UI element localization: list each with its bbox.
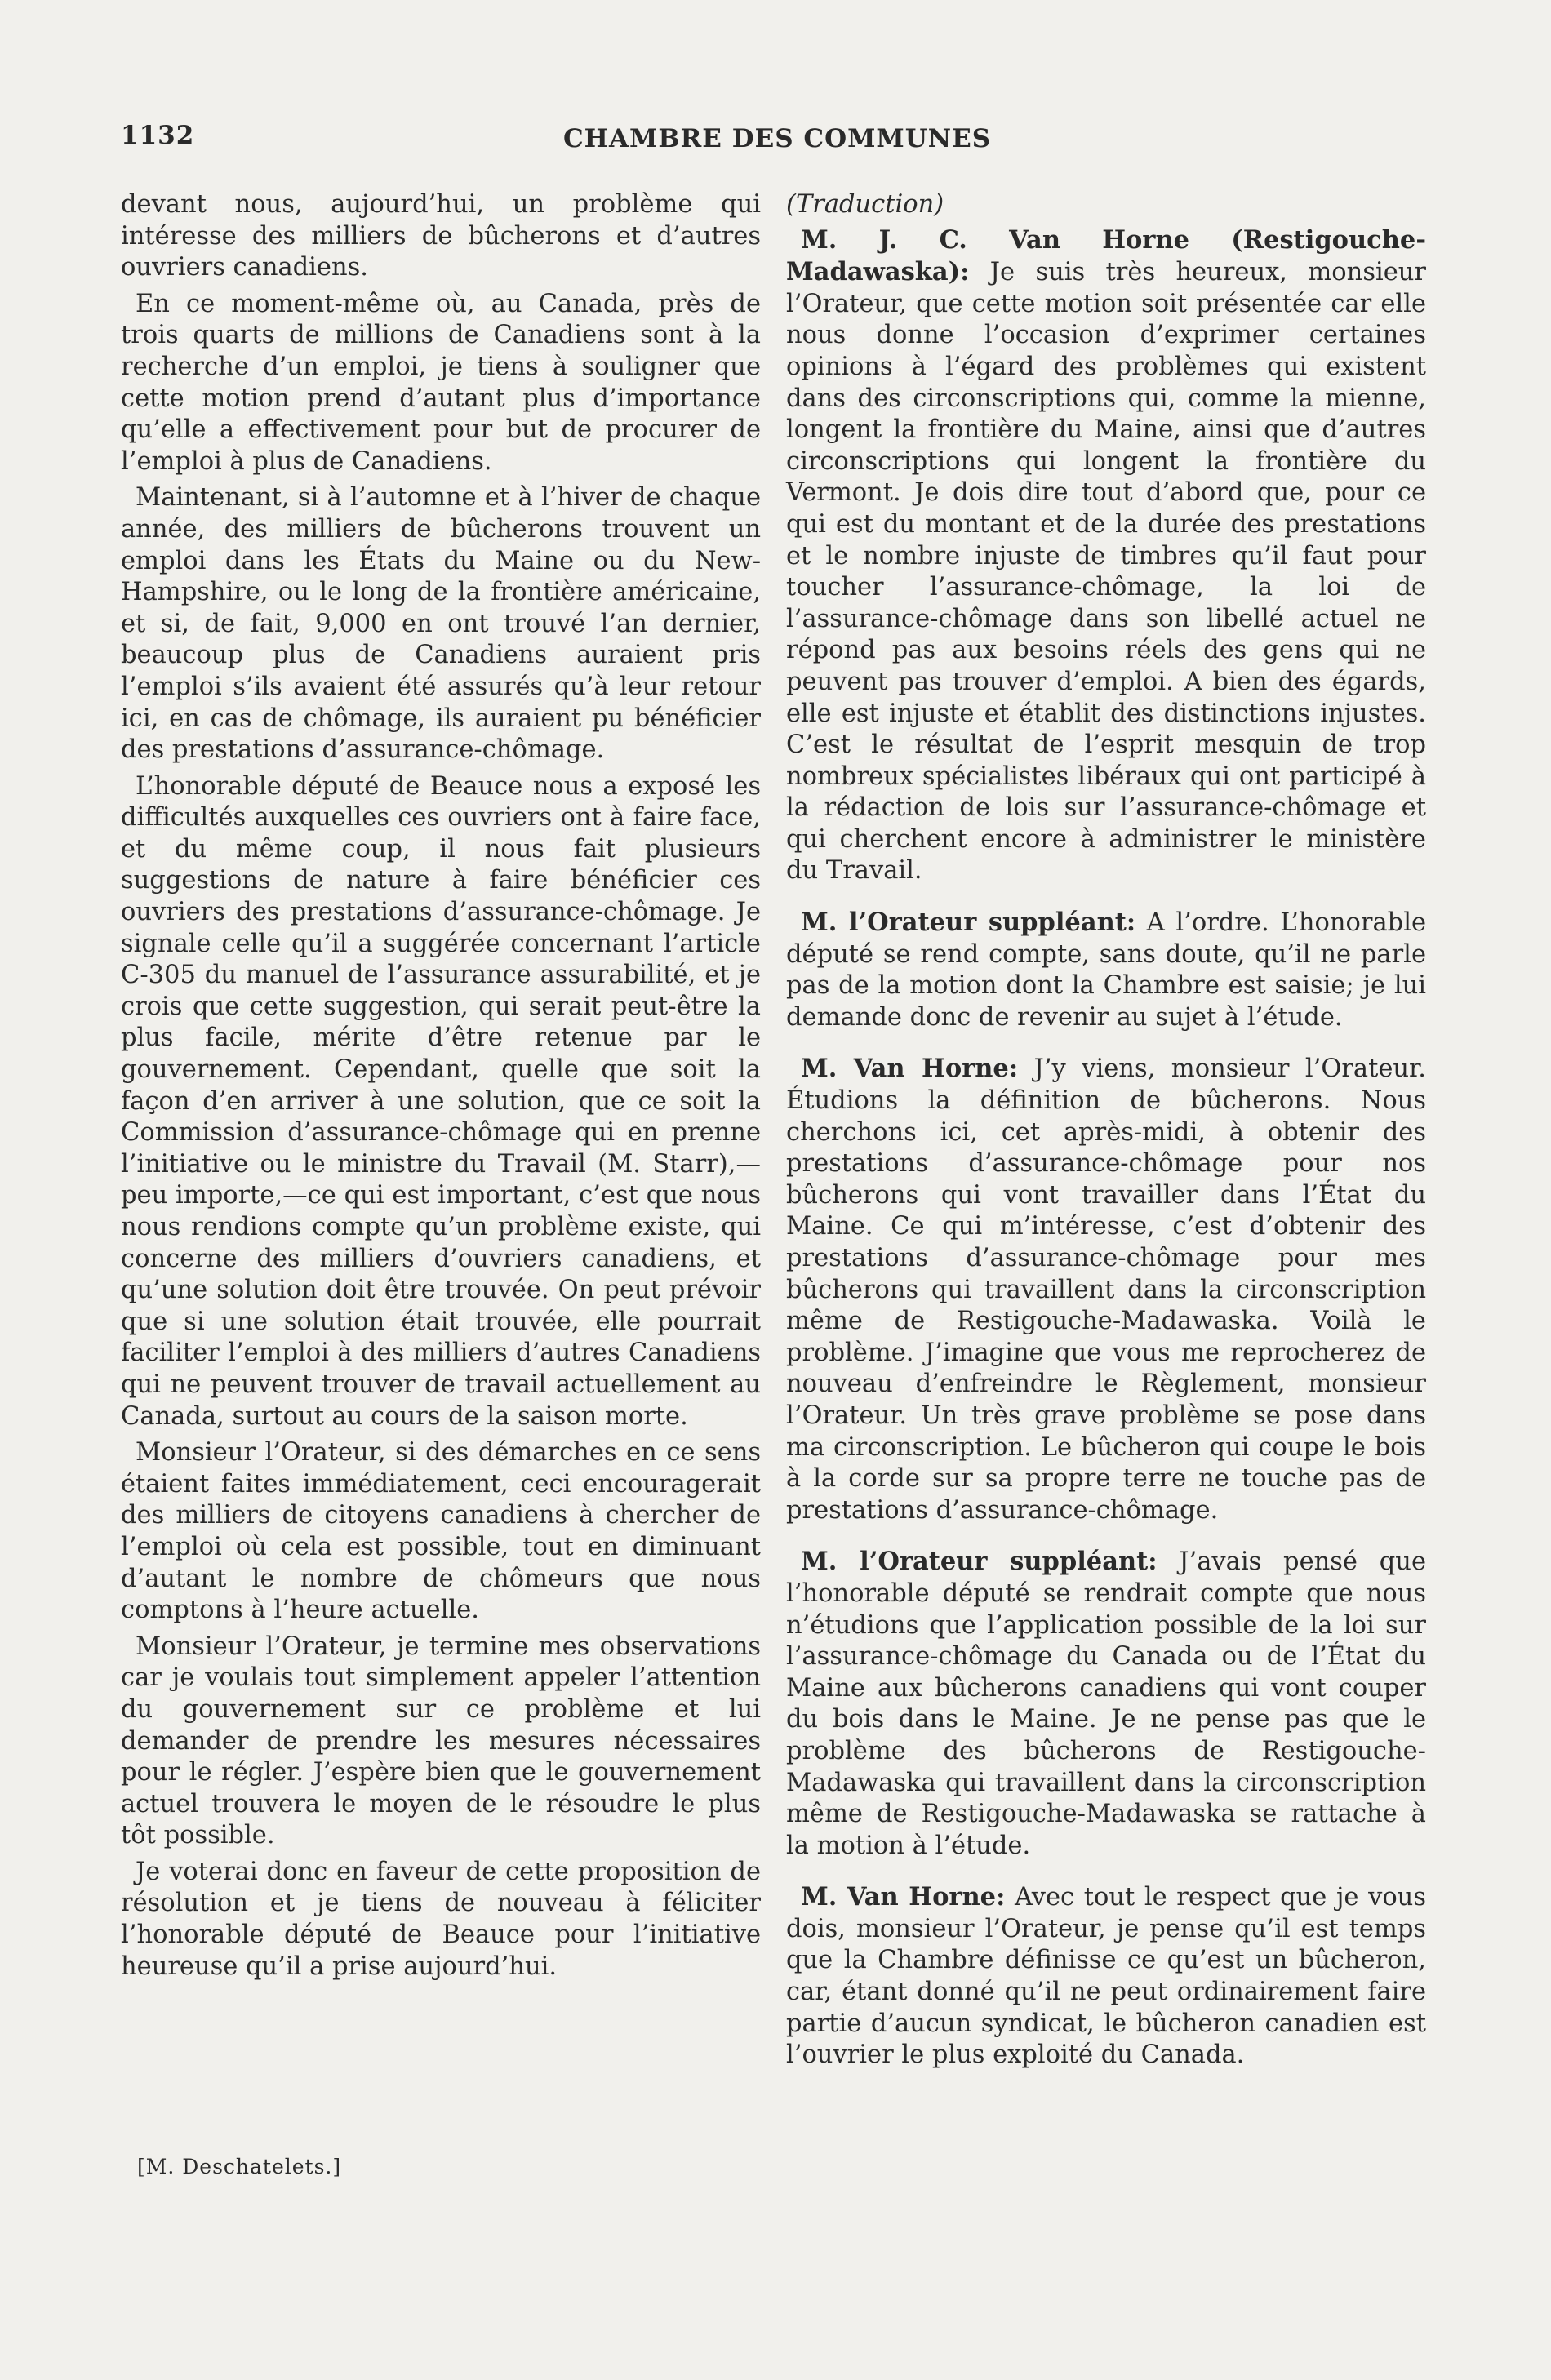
left-column — [121, 189, 761, 1987]
speech-text: Avec tout le respect que je vous dois, monsieur l’Orateur, je pense qu’il est temps que la Chambre définisse ce qu’est un bûcheron, car, étant donné qu’il ne peut ordinairement faire partie d’aucun syndicat, le bûcheron canadien est l’ouvrier le plus exploité du Canada. — [786, 1883, 1426, 2070]
translation-label: (Traduction) — [786, 190, 944, 219]
left-paragraph-5: Monsieur l’Orateur, si des démarches en ce sens étaient faites immédiatement, ceci encouragerait des milliers de citoyens canadiens à chercher de l’emploi où cela est possible, tout en diminuant d’autant le nombre de chômeurs que nous comptons à l’heure actuelle. — [121, 1438, 761, 1625]
speaker-name: M. Van Horne: — [801, 1054, 1019, 1084]
left-paragraph-3: Maintenant, si à l’automne et à l’hiver de chaque année, des milliers de bûcherons trouvent un emploi dans les États du Maine ou du New-Hampshire, ou le long de la frontière américaine, et si, de fait, 9,000 en ont trouvé l’an dernier, beaucoup plus de Canadiens auraient pris l’emploi s’ils avaient été assurés qu’à leur retour ici, en cas de chômage, ils auraient pu bénéficier des prestations d’assurance-chômage. — [121, 483, 761, 765]
speech-text: A l’ordre. L’honorable député se rend compte, sans doute, qu’il ne parle pas de la motion dont la Chambre est saisie; je lui demande donc de revenir au sujet à l’étude. — [786, 908, 1427, 1032]
running-head: CHAMBRE DES COMMUNES — [563, 124, 992, 153]
left-paragraph-1: devant nous, aujourd’hui, un problème qui intéresse des milliers de bûcherons et d’autres ouvriers canadiens. — [121, 190, 761, 282]
left-paragraph-7: Je voterai donc en faveur de cette proposition de résolution et je tiens de nouveau à féliciter l’honorable député de Beauce pour l’initiative heureuse qu’il a prise aujourd’hui. — [121, 1857, 761, 1981]
page-number: 1132 — [121, 121, 195, 150]
speaker-name: M. l’Orateur suppléant: — [801, 1547, 1158, 1577]
speech-van-horne-1 — [786, 224, 1426, 887]
speech-text: Je suis très heureux, monsieur l’Orateur, que cette motion soit présentée car elle nous donne l’occasion d’exprimer certaines opinions à l’égard des problèmes qui existent dans des circonscriptions qui, comme la mienne, longent la frontière du Maine, ainsi que d’autres circonscriptions qui longent la frontière du Vermont. Je dois dire tout d’abord que, pour ce qui est du montant et de la durée des prestations et le nombre injuste de timbres qu’il faut pour toucher l’assurance-chômage, la loi de l’assurance-chômage dans son libellé actuel ne répond pas aux besoins réels des gens qui ne peuvent pas trouver d’emploi. A bien des égards, elle est injuste et établit des distinctions injustes. C’est le résultat de l’esprit mesquin de trop nombreux spécialistes libéraux qui ont participé à la rédaction de lois sur l’assurance-chômage et qui cherchent encore à administrer le ministère du Travail. — [786, 258, 1426, 886]
left-paragraph-4: L’honorable député de Beauce nous a exposé les difficultés auxquelles ces ouvriers ont à faire face, et du même coup, il nous fait plusieurs suggestions de nature à faire bénéficier ces ouvriers des prestations d’assurance-chômage. Je signale celle qu’il a suggérée concernant l’article C-305 du manuel de l’assurance assurabilité, et je crois que cette suggestion, qui serait peut-être la plus facile, mérite d’être retenue par le gouvernement. Cependant, quelle que soit la façon d’en arriver à une solution, que ce soit la Commission d’assurance-chômage qui en prenne l’initiative ou le ministre du Travail (M. Starr),—peu importe,—ce qui est important, c’est que nous nous rendions compte qu’un problème existe, qui concerne des milliers d’ouvriers canadiens, et qu’une solution doit être trouvée. On peut prévoir que si une solution était trouvée, elle pourrait faciliter l’emploi à des milliers d’autres Canadiens qui ne peuvent trouver de travail actuellement au Canada, surtout au cours de la saison morte. — [121, 771, 761, 1431]
speaker-name: M. J. C. Van Horne (Restigouche-Madawaska): — [786, 224, 1426, 287]
left-paragraph-2: En ce moment-même où, au Canada, près de trois quarts de millions de Canadiens sont à la recherche d’un emploi, je tiens à souligner que cette motion prend d’autant plus d’importance qu’elle a effectivement pour but de procurer de l’emploi à plus de Canadiens. — [121, 289, 761, 476]
speech-deputy-speaker-1 — [786, 907, 1426, 1033]
speech-van-horne-3 — [786, 1881, 1426, 2071]
left-paragraph-6: Monsieur l’Orateur, je termine mes observations car je voulais tout simplement appeler l’attention du gouvernement sur ce problème et lui demander de prendre les mesures nécessaires pour le régler. J’espère bien que le gouvernement actuel trouvera le moyen de le résoudre le plus tôt possible. — [121, 1632, 761, 1850]
speaker-name: M. Van Horne: — [801, 1882, 1006, 1912]
speech-text: J’avais pensé que l’honorable député se rendrait compte que nous n’étudions que l’application possible de la loi sur l’assurance-chômage du Canada ou de l’État du Maine aux bûcherons canadiens qui vont couper du bois dans le Maine. Je ne pense pas que le problème des bûcherons de Restigouche-Madawaska qui travaillent dans la circonscription même de Restigouche-Madawaska se rattache à la motion à l’étude. — [786, 1547, 1426, 1860]
speaker-attribution: [M. Deschatelets.] — [137, 2155, 342, 2178]
right-column — [786, 189, 1426, 2076]
speech-text: J’y viens, monsieur l’Orateur. Étudions la définition de bûcherons. Nous cherchons ici, cet après-midi, à obtenir des prestations d’assurance-chômage pour nos bûcherons qui vont travailler dans l’État du Maine. Ce qui m’intéresse, c’est d’obtenir des prestations d’assurance-chômage pour mes bûcherons qui travaillent dans la circonscription même de Restigouche-Madawaska. Voilà le problème. J’imagine que vous me reprocherez de nouveau d’enfreindre le Règlement, monsieur l’Orateur. Un très grave problème se pose dans ma circonscription. Le bûcheron qui coupe le bois à la corde sur sa propre terre ne touche pas de prestations d’assurance-chômage. — [786, 1055, 1426, 1525]
speaker-name: M. l’Orateur suppléant: — [801, 908, 1136, 938]
speech-van-horne-2 — [786, 1053, 1426, 1526]
speech-deputy-speaker-2 — [786, 1546, 1426, 1862]
